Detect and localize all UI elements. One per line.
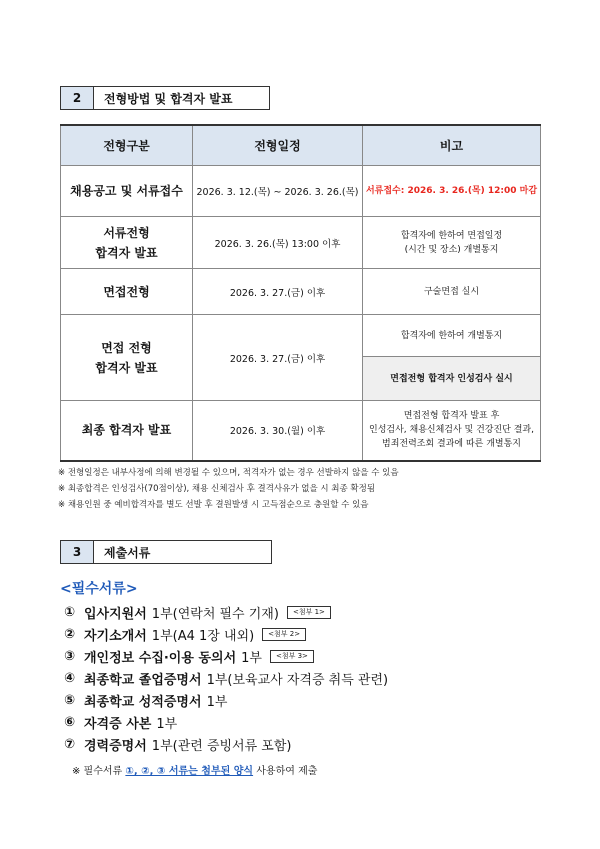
stage-cell	[61, 315, 193, 401]
stage-cell: 면접전형	[61, 269, 193, 315]
doc-name: 최종학교 성적증명서	[84, 694, 202, 710]
note-prefix: ※ 필수서류	[72, 766, 126, 777]
attachment-tag: <첨부 2>	[262, 628, 306, 641]
note-line: (시간 및 장소) 개별통지	[404, 244, 499, 255]
table-row	[61, 401, 541, 461]
date-cell: 2026. 3. 27.(금) 이후	[193, 269, 363, 315]
schedule-table	[60, 124, 541, 462]
submission-note	[72, 762, 317, 777]
list-item	[64, 711, 388, 733]
date-cell: 2026. 3. 27.(금) 이후	[193, 315, 363, 401]
doc-name: 자격증 사본	[84, 716, 152, 732]
stage-cell: 채용공고 및 서류접수	[61, 166, 193, 217]
section-number: 3	[60, 540, 94, 564]
list-item	[64, 733, 388, 755]
note-cell: 합격자에 한하여 개별통지	[363, 315, 541, 357]
header-cell: 전형일정	[193, 125, 363, 166]
date-cell: 2026. 3. 12.(목) ~ 2026. 3. 26.(목)	[193, 166, 363, 217]
note-line: 면접전형 합격자 발표 후	[403, 411, 500, 422]
header-cell: 전형구분	[61, 125, 193, 166]
doc-desc: 1부	[241, 650, 262, 666]
stage-line: 합격자 발표	[95, 245, 158, 260]
note-cell: 면접전형 합격자 인성검사 실시	[363, 357, 541, 401]
doc-desc: 1부(보육교사 자격증 취득 관련)	[206, 672, 389, 688]
section-number: 2	[60, 86, 94, 110]
table-header-row	[61, 125, 541, 166]
list-item	[64, 645, 388, 667]
note-suffix: 사용하여 제출	[253, 766, 318, 777]
section-title: 전형방법 및 합격자 발표	[94, 86, 270, 110]
doc-name: 경력증명서	[84, 738, 147, 754]
item-number: ③	[64, 648, 76, 664]
doc-desc: 1부(관련 증빙서류 포함)	[151, 738, 292, 754]
doc-desc: 1부(A4 1장 내외)	[151, 628, 255, 644]
schedule-notes	[58, 465, 399, 513]
stage-line: 서류전형	[103, 225, 150, 240]
item-number: ⑦	[64, 736, 76, 752]
note-text: ※ 최종합격은 인성검사(70점이상), 채용 신체검사 후 결격사유가 없을 시 최종 확정됨	[58, 484, 376, 494]
required-docs-list	[64, 601, 388, 755]
section-3-header	[60, 540, 272, 564]
note-line: 범죄전력조회 결과에 따른 개별통지	[382, 439, 521, 450]
note-text: ※ 전형일정은 내부사정에 의해 변경될 수 있으며, 적격자가 없는 경우 선발하지 않을 수 있음	[58, 468, 399, 478]
item-number: ⑤	[64, 692, 76, 708]
list-item	[64, 623, 388, 645]
note-cell: 서류접수: 2026. 3. 26.(목) 12:00 마감	[363, 166, 541, 217]
table-row	[61, 315, 541, 357]
doc-desc: 1부(연락처 필수 기재)	[151, 606, 279, 622]
date-cell: 2026. 3. 30.(월) 이후	[193, 401, 363, 461]
note-line: 인성검사, 채용신체검사 및 건강진단 결과,	[369, 425, 534, 436]
item-number: ①	[64, 604, 76, 620]
stage-line: 면접 전형	[101, 340, 152, 355]
attachment-tag: <첨부 1>	[287, 606, 331, 619]
note-text: ※ 채용인원 중 예비합격자를 별도 선발 후 결원발생 시 고득점순으로 충원할 수 있음	[58, 500, 369, 510]
table-row	[61, 217, 541, 269]
note-cell	[363, 217, 541, 269]
note-cell: 구술면접 실시	[363, 269, 541, 315]
attachment-tag: <첨부 3>	[270, 650, 314, 663]
section-title: 제출서류	[94, 540, 272, 564]
stage-line: 합격자 발표	[95, 360, 158, 375]
doc-name: 개인정보 수집·이용 동의서	[84, 650, 237, 666]
stage-cell	[61, 217, 193, 269]
doc-desc: 1부	[206, 694, 228, 710]
doc-desc: 1부	[156, 716, 178, 732]
note-cell	[363, 401, 541, 461]
required-docs-title: <필수서류>	[60, 581, 138, 597]
table-row	[61, 269, 541, 315]
doc-name: 최종학교 졸업증명서	[84, 672, 202, 688]
list-item	[64, 667, 388, 689]
section-2-header	[60, 86, 270, 110]
item-number: ②	[64, 626, 76, 642]
header-cell: 비고	[363, 125, 541, 166]
table-row	[61, 166, 541, 217]
doc-name: 자기소개서	[84, 628, 147, 644]
list-item	[64, 601, 388, 623]
date-cell: 2026. 3. 26.(목) 13:00 이후	[193, 217, 363, 269]
item-number: ④	[64, 670, 76, 686]
note-line: 합격자에 한하여 면접일정	[400, 230, 503, 241]
stage-cell: 최종 합격자 발표	[61, 401, 193, 461]
list-item	[64, 689, 388, 711]
note-highlight: ①, ②, ③ 서류는 첨부된 양식	[125, 766, 254, 777]
item-number: ⑥	[64, 714, 76, 730]
doc-name: 입사지원서	[84, 606, 147, 622]
